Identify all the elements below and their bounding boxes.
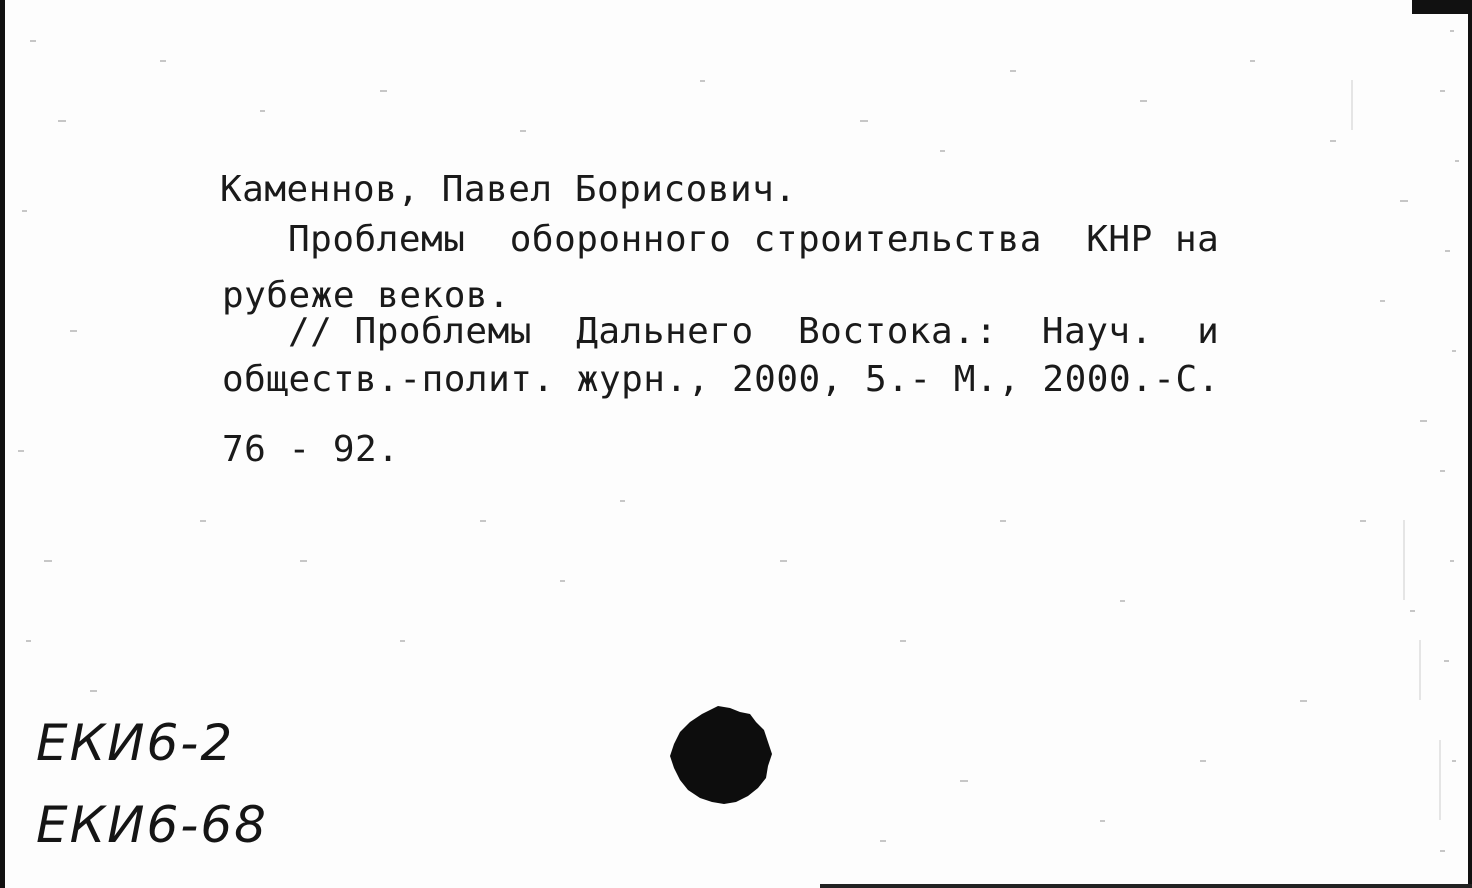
card-author: Каменнов, Павел Борисович.: [220, 169, 797, 210]
card-left-edge: [0, 0, 5, 888]
card-right-edge: [1468, 0, 1472, 888]
card-title-line-1: Проблемы оборонного строительства КНР на: [288, 219, 1220, 260]
card-source-line-1: // Проблемы Дальнего Востока.: Науч. и: [288, 311, 1220, 352]
shelfmark-1: ЕКИ6-2: [36, 714, 235, 772]
shelfmark-2: ЕКИ6-68: [36, 796, 268, 854]
card-title-line-2: рубеже веков.: [222, 275, 511, 316]
card-corner-shadow: [1412, 0, 1472, 14]
card-bottom-edge: [820, 884, 1472, 888]
card-source-line-3: 76 - 92.: [222, 429, 400, 470]
card-punch-hole: [668, 704, 774, 806]
card-source-line-2: обществ.-полит. журн., 2000, 5.- М., 2000.-С.: [222, 359, 1220, 400]
